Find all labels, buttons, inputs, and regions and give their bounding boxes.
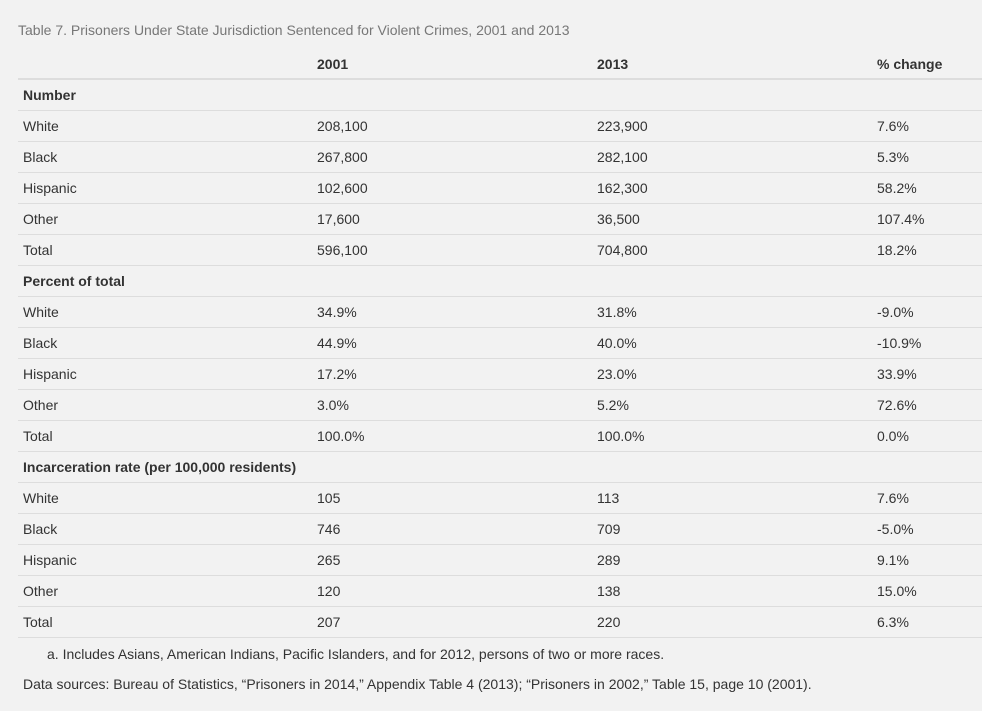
row-label: Hispanic — [18, 173, 312, 204]
value-2013: 113 — [592, 483, 872, 514]
row-label: White — [18, 297, 312, 328]
value-2001: 267,800 — [312, 142, 592, 173]
value-2001: 44.9% — [312, 328, 592, 359]
value-2013: 223,900 — [592, 111, 872, 142]
table-caption: Table 7. Prisoners Under State Jurisdiction Sentenced for Violent Crimes, 2001 and 2013 — [18, 22, 570, 38]
value-2013: 138 — [592, 576, 872, 607]
table-row — [18, 545, 982, 576]
value-percent-change: 7.6% — [872, 483, 982, 514]
table-row — [18, 359, 982, 390]
section-title: Percent of total — [18, 266, 982, 297]
table-row — [18, 297, 982, 328]
value-2013: 23.0% — [592, 359, 872, 390]
value-2013: 36,500 — [592, 204, 872, 235]
table-row — [18, 235, 982, 266]
value-percent-change: 15.0% — [872, 576, 982, 607]
value-2001: 265 — [312, 545, 592, 576]
value-percent-change: 72.6% — [872, 390, 982, 421]
value-2001: 17,600 — [312, 204, 592, 235]
row-label: Hispanic — [18, 545, 312, 576]
row-label: White — [18, 483, 312, 514]
value-2013: 220 — [592, 607, 872, 638]
value-2013: 162,300 — [592, 173, 872, 204]
column-header-2013: 2013 — [592, 49, 872, 79]
value-percent-change: 9.1% — [872, 545, 982, 576]
row-label: Black — [18, 142, 312, 173]
value-percent-change: 0.0% — [872, 421, 982, 452]
prisoners-table — [18, 49, 982, 638]
row-label: Other — [18, 204, 312, 235]
data-sources: Data sources: Bureau of Statistics, “Prisoners in 2014,” Appendix Table 4 (2013); “Prisoners in 2002,” Table 15, page 10 (2001). — [23, 676, 812, 692]
value-percent-change: 33.9% — [872, 359, 982, 390]
value-percent-change: 58.2% — [872, 173, 982, 204]
value-2001: 100.0% — [312, 421, 592, 452]
value-percent-change: -10.9% — [872, 328, 982, 359]
table-header — [18, 49, 982, 79]
value-2001: 34.9% — [312, 297, 592, 328]
value-percent-change: -5.0% — [872, 514, 982, 545]
row-label: Black — [18, 514, 312, 545]
value-2001: 120 — [312, 576, 592, 607]
column-header-category — [18, 49, 312, 79]
row-label: Hispanic — [18, 359, 312, 390]
table-row — [18, 142, 982, 173]
table-row — [18, 390, 982, 421]
value-2013: 100.0% — [592, 421, 872, 452]
row-label: White — [18, 111, 312, 142]
value-2001: 596,100 — [312, 235, 592, 266]
value-2013: 282,100 — [592, 142, 872, 173]
footnote: a. Includes Asians, American Indians, Pacific Islanders, and for 2012, persons of two or more races. — [47, 646, 665, 662]
table-row — [18, 173, 982, 204]
value-percent-change: 6.3% — [872, 607, 982, 638]
value-2001: 3.0% — [312, 390, 592, 421]
table-row — [18, 111, 982, 142]
table-row — [18, 483, 982, 514]
row-label: Total — [18, 235, 312, 266]
row-label: Other — [18, 390, 312, 421]
table-row — [18, 421, 982, 452]
table-row — [18, 514, 982, 545]
section-header-row — [18, 266, 982, 297]
row-label: Other — [18, 576, 312, 607]
value-2013: 709 — [592, 514, 872, 545]
value-percent-change: 5.3% — [872, 142, 982, 173]
value-2001: 746 — [312, 514, 592, 545]
value-percent-change: -9.0% — [872, 297, 982, 328]
value-2001: 17.2% — [312, 359, 592, 390]
value-2013: 31.8% — [592, 297, 872, 328]
row-label: Total — [18, 421, 312, 452]
section-header-row — [18, 452, 982, 483]
table-row — [18, 204, 982, 235]
value-percent-change: 18.2% — [872, 235, 982, 266]
column-header-percent-change: % change — [872, 49, 982, 79]
value-2001: 102,600 — [312, 173, 592, 204]
header-row — [18, 49, 982, 79]
section-title: Number — [18, 79, 982, 111]
value-percent-change: 107.4% — [872, 204, 982, 235]
value-2013: 5.2% — [592, 390, 872, 421]
table-row — [18, 576, 982, 607]
section-title: Incarceration rate (per 100,000 residents) — [18, 452, 982, 483]
value-2001: 207 — [312, 607, 592, 638]
table-body — [18, 79, 982, 638]
section-header-row — [18, 79, 982, 111]
value-2001: 208,100 — [312, 111, 592, 142]
value-2013: 289 — [592, 545, 872, 576]
value-2001: 105 — [312, 483, 592, 514]
table-row — [18, 328, 982, 359]
value-2013: 704,800 — [592, 235, 872, 266]
column-header-2001: 2001 — [312, 49, 592, 79]
value-2013: 40.0% — [592, 328, 872, 359]
row-label: Total — [18, 607, 312, 638]
table-row — [18, 607, 982, 638]
row-label: Black — [18, 328, 312, 359]
value-percent-change: 7.6% — [872, 111, 982, 142]
